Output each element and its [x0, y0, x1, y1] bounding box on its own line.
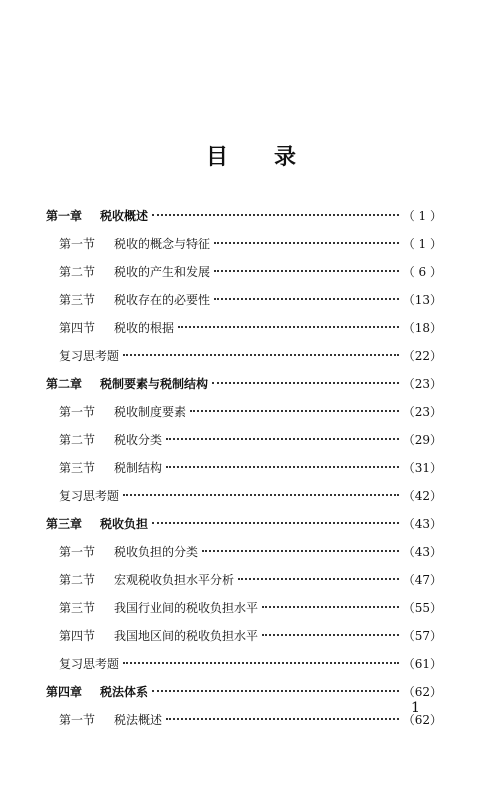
toc-entry-page: （31） — [402, 461, 442, 475]
toc-section-entry — [46, 566, 442, 594]
toc-section-entry — [46, 398, 442, 426]
dot-leader — [166, 438, 399, 440]
dot-leader — [212, 382, 399, 384]
toc-entry-title: 税收存在的必要性 — [114, 293, 211, 307]
toc-entry-title: 税收负担 — [100, 517, 149, 531]
toc-entry-title: 税收的产生和发展 — [114, 265, 211, 279]
toc-entry-page: （23） — [402, 377, 442, 391]
dot-leader — [123, 354, 399, 356]
page-number: 1 — [411, 700, 420, 716]
toc-entry-page: （42） — [402, 489, 442, 503]
toc-entry-title: 税法体系 — [100, 685, 149, 699]
toc-section-entry — [46, 286, 442, 314]
dot-leader — [152, 522, 399, 524]
toc-entry-number: 第三章 — [46, 517, 83, 531]
dot-leader — [214, 242, 399, 244]
toc-entry-page: （62） — [402, 685, 442, 699]
toc-entry-number: 第一节 — [59, 405, 96, 419]
toc-entry-number: 第二节 — [59, 433, 96, 447]
dot-leader — [166, 718, 399, 720]
toc-entry-number: 第二节 — [59, 573, 96, 587]
toc-chapter-entry — [46, 510, 442, 538]
toc-entry-page: （47） — [402, 573, 442, 587]
toc-entry-title: 我国行业间的税收负担水平 — [114, 601, 259, 615]
toc-section-entry — [46, 230, 442, 258]
toc-entry-number: 第三节 — [59, 461, 96, 475]
toc-section-entry — [46, 258, 442, 286]
toc-entry-page: （18） — [402, 321, 442, 335]
table-of-contents — [46, 202, 442, 734]
dot-leader — [202, 550, 399, 552]
toc-entry-number: 第四节 — [59, 321, 96, 335]
toc-section-entry — [46, 706, 442, 734]
toc-entry-page: （23） — [402, 405, 442, 419]
toc-section-entry — [46, 342, 442, 370]
toc-entry-page: （29） — [402, 433, 442, 447]
toc-entry-number: 第四章 — [46, 685, 83, 699]
dot-leader — [214, 298, 399, 300]
dot-leader — [152, 690, 399, 692]
dot-leader — [214, 270, 399, 272]
toc-entry-page: （ 6 ） — [402, 265, 442, 279]
toc-entry-title: 我国地区间的税收负担水平 — [114, 629, 259, 643]
toc-entry-title: 税收的根据 — [114, 321, 175, 335]
dot-leader — [123, 494, 399, 496]
toc-entry-page: （61） — [402, 657, 442, 671]
dot-leader — [166, 466, 399, 468]
toc-section-entry — [46, 426, 442, 454]
toc-entry-page: （43） — [402, 545, 442, 559]
toc-entry-title: 复习思考题 — [59, 349, 120, 363]
toc-entry-number: 第四节 — [59, 629, 96, 643]
toc-chapter-entry — [46, 202, 442, 230]
dot-leader — [178, 326, 399, 328]
toc-entry-title: 税收负担的分类 — [114, 545, 199, 559]
dot-leader — [152, 214, 399, 216]
toc-entry-title: 税收的概念与特征 — [114, 237, 211, 251]
toc-entry-page: （57） — [402, 629, 442, 643]
toc-entry-title: 复习思考题 — [59, 489, 120, 503]
dot-leader — [123, 662, 399, 664]
dot-leader — [190, 410, 399, 412]
toc-chapter-entry — [46, 678, 442, 706]
dot-leader — [262, 606, 399, 608]
toc-entry-number: 第一节 — [59, 237, 96, 251]
dot-leader — [262, 634, 399, 636]
toc-entry-title: 税收概述 — [100, 209, 149, 223]
toc-entry-page: （13） — [402, 293, 442, 307]
toc-section-entry — [46, 482, 442, 510]
toc-section-entry — [46, 622, 442, 650]
toc-entry-number: 第一节 — [59, 713, 96, 727]
toc-entry-title: 税制要素与税制结构 — [100, 377, 209, 391]
toc-chapter-entry — [46, 370, 442, 398]
toc-entry-page: （ 1 ） — [402, 209, 442, 223]
toc-entry-title: 税收制度要素 — [114, 405, 187, 419]
toc-entry-page: （55） — [402, 601, 442, 615]
toc-section-entry — [46, 314, 442, 342]
page-title — [0, 140, 504, 171]
toc-entry-number: 第一节 — [59, 545, 96, 559]
toc-section-entry — [46, 594, 442, 622]
toc-section-entry — [46, 538, 442, 566]
toc-entry-title: 税法概述 — [114, 713, 163, 727]
title-char-left: 目 — [205, 145, 230, 170]
dot-leader — [238, 578, 399, 580]
toc-entry-number: 第二节 — [59, 265, 96, 279]
toc-entry-title: 税收分类 — [114, 433, 163, 447]
toc-section-entry — [46, 454, 442, 482]
toc-entry-number: 第三节 — [59, 601, 96, 615]
toc-entry-title: 复习思考题 — [59, 657, 120, 671]
title-char-right: 录 — [274, 145, 299, 170]
toc-entry-page: （43） — [402, 517, 442, 531]
toc-entry-title: 宏观税收负担水平分析 — [114, 573, 235, 587]
toc-entry-number: 第一章 — [46, 209, 83, 223]
toc-entry-page: （22） — [402, 349, 442, 363]
toc-section-entry — [46, 650, 442, 678]
toc-entry-page: （62） — [402, 713, 442, 727]
toc-entry-title: 税制结构 — [114, 461, 163, 475]
toc-entry-number: 第三节 — [59, 293, 96, 307]
toc-entry-number: 第二章 — [46, 377, 83, 391]
toc-entry-page: （ 1 ） — [402, 237, 442, 251]
